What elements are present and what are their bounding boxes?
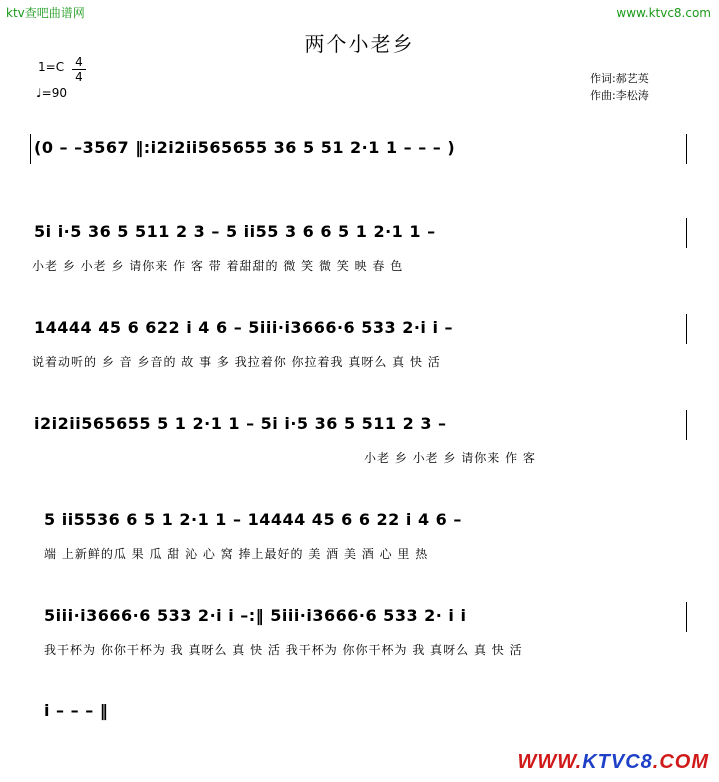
site-url[interactable]: www.ktvc8.com — [616, 6, 711, 20]
watermark — [518, 751, 710, 774]
score-row-7-notes: i – – – ‖ — [44, 701, 109, 720]
key-signature: 1=C — [38, 60, 65, 74]
lyricist-credit: 作词:郝艺英 — [590, 72, 649, 85]
watermark-suffix: .COM — [652, 751, 709, 773]
score-row-6-notes: 5iii·i3666·6 533 2·i i –:‖ 5iii·i3666·6 533 2· i i — [44, 606, 467, 625]
barline — [686, 314, 687, 344]
composer-credit: 作曲:李松涛 — [590, 89, 649, 102]
watermark-prefix: WWW. — [517, 751, 583, 773]
tempo-marking: ♩=90 — [36, 86, 67, 100]
lyrics-row-5: 端 上新鲜的瓜 果 瓜 甜 沁 心 窝 捧上最好的 美 酒 美 酒 心 里 热 — [44, 547, 429, 561]
lyrics-row-6: 我干杯为 你你干杯为 我 真呀么 真 快 活 我干杯为 你你干杯为 我 真呀么 真 快 活 — [44, 643, 523, 657]
lyrics-row-2: 小老 乡 小老 乡 请你来 作 客 带 着甜甜的 微 笑 微 笑 映 春 色 — [32, 259, 404, 273]
time-signature — [72, 55, 86, 84]
watermark-brand: KTVC8 — [582, 751, 653, 773]
time-numerator: 4 — [72, 55, 86, 70]
score-row-3-notes: 14444 45 6 622 i 4 6 – 5iii·i3666·6 533 2·i i – — [34, 318, 454, 337]
score-row-2-notes: 5i i·5 36 5 511 2 3 – 5 ii55 3 6 6 5 1 2·1 1 – — [34, 222, 436, 241]
barline — [686, 410, 687, 440]
lyrics-row-3: 说着动听的 乡 音 乡音的 故 事 多 我拉着你 你拉着我 真呀么 真 快 活 — [32, 355, 441, 369]
score-row-4-notes: i2i2ii565655 5 1 2·1 1 – 5i i·5 36 5 511 2 3 – — [34, 414, 447, 433]
barline — [686, 134, 687, 164]
score-row-1-notes: (0 – –3567 ‖:i2i2ii565655 36 5 51 2·1 1 – – – ) — [34, 138, 456, 157]
site-logo-text[interactable]: ktv查吧曲谱网 — [6, 6, 85, 20]
time-denominator: 4 — [75, 70, 83, 84]
song-title: 两个小老乡 — [304, 32, 415, 56]
barline — [686, 602, 687, 632]
barline — [686, 218, 687, 248]
barline — [30, 134, 31, 164]
score-row-5-notes: 5 ii5536 6 5 1 2·1 1 – 14444 45 6 6 22 i 4 6 – — [44, 510, 462, 529]
lyrics-row-4: 小老 乡 小老 乡 请你来 作 客 — [364, 451, 536, 465]
